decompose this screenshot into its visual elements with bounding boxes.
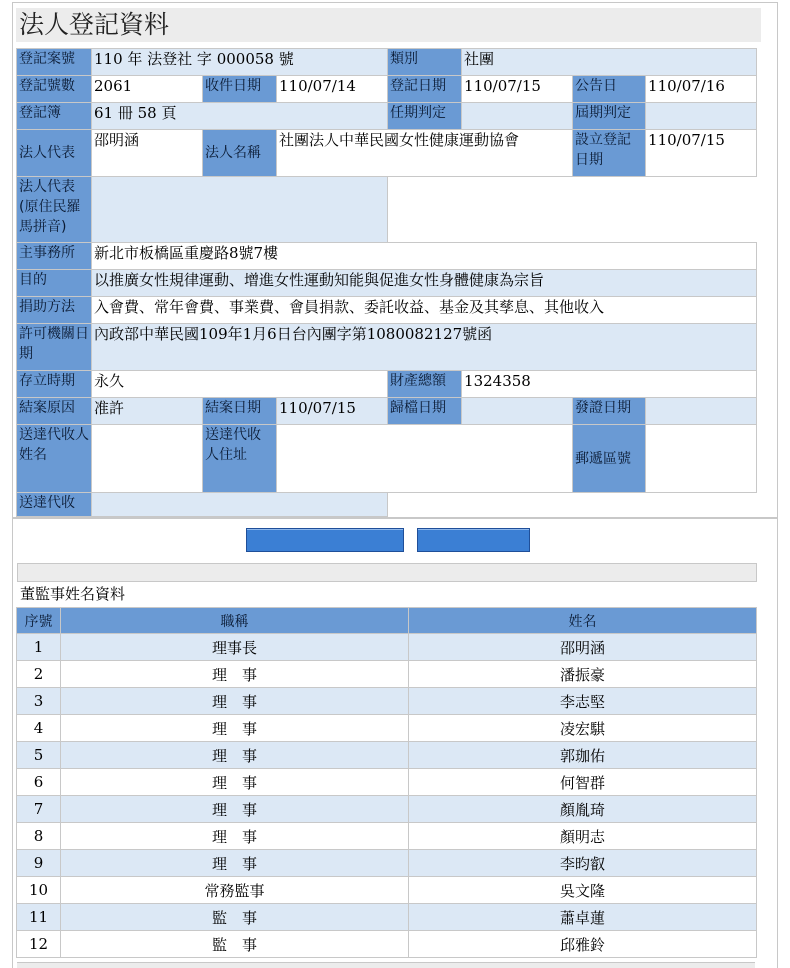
name-value: 社團法人中華民國女性健康運動協會 <box>277 130 573 177</box>
term-label: 任期判定 <box>388 103 462 130</box>
expire-value <box>646 103 757 130</box>
board-cell-name: 顏胤琦 <box>409 796 757 823</box>
page-title: 法人登記資料 <box>16 8 761 42</box>
agent-value <box>92 493 388 517</box>
close-date-value: 110/07/15 <box>277 398 388 425</box>
agent-addr-label: 送達代收人住址 <box>203 425 277 493</box>
close-reason-label: 結案原因 <box>17 398 92 425</box>
table-row <box>17 904 757 931</box>
setup-value: 110/07/15 <box>646 130 757 177</box>
assets-value: 1324358 <box>462 371 757 398</box>
table-row <box>17 931 757 958</box>
type-label: 類別 <box>388 49 462 76</box>
board-cell-no: 1 <box>17 634 61 661</box>
table-row <box>17 661 757 688</box>
table-row <box>17 850 757 877</box>
board-cell-name: 邵明涵 <box>409 634 757 661</box>
table-row <box>17 769 757 796</box>
expire-label: 屆期判定 <box>573 103 646 130</box>
registration-table <box>16 48 757 517</box>
board-cell-name: 邱雅鈴 <box>409 931 757 958</box>
table-row <box>17 796 757 823</box>
rep-label: 法人代表 <box>17 130 92 177</box>
board-cell-no: 5 <box>17 742 61 769</box>
receive-date-label: 收件日期 <box>203 76 277 103</box>
board-cell-no: 12 <box>17 931 61 958</box>
table-row <box>17 715 757 742</box>
board-heading: 董監事姓名資料 <box>20 585 126 603</box>
term-value <box>462 103 573 130</box>
board-cell-name: 李昀叡 <box>409 850 757 877</box>
close-date-label: 結案日期 <box>203 398 277 425</box>
purpose-label: 目的 <box>17 270 92 297</box>
column-header-title: 職稱 <box>61 608 409 634</box>
agent-label: 送達代收 <box>17 493 92 517</box>
issue-value <box>646 398 757 425</box>
rep-value: 邵明涵 <box>92 130 203 177</box>
section-divider-bar <box>17 563 757 582</box>
close-reason-value: 准許 <box>92 398 203 425</box>
reg-count-label: 登記號數 <box>17 76 92 103</box>
board-cell-title: 理 事 <box>61 823 409 850</box>
bottom-bar <box>17 962 755 968</box>
issue-label: 發證日期 <box>573 398 646 425</box>
permit-value: 內政部中華民國109年1月6日台內團字第1080082127號函 <box>92 324 757 371</box>
case-no-value: 110 年 法登社 字 000058 號 <box>92 49 388 76</box>
board-cell-no: 6 <box>17 769 61 796</box>
rep-roman-value <box>92 177 388 243</box>
board-cell-title: 理 事 <box>61 688 409 715</box>
column-header-name: 姓名 <box>409 608 757 634</box>
reg-date-label: 登記日期 <box>388 76 462 103</box>
board-table <box>16 607 757 958</box>
board-cell-title: 監 事 <box>61 904 409 931</box>
type-value: 社團 <box>462 49 757 76</box>
agent-name-label: 送達代收人姓名 <box>17 425 92 493</box>
reg-date-value: 110/07/15 <box>462 76 573 103</box>
board-cell-no: 9 <box>17 850 61 877</box>
board-cell-title: 理事長 <box>61 634 409 661</box>
fund-label: 捐助方法 <box>17 297 92 324</box>
board-cell-name: 顏明志 <box>409 823 757 850</box>
name-label: 法人名稱 <box>203 130 277 177</box>
board-cell-title: 理 事 <box>61 796 409 823</box>
board-cell-title: 監 事 <box>61 931 409 958</box>
primary-button[interactable] <box>246 528 404 552</box>
column-header-no: 序號 <box>17 608 61 634</box>
board-cell-title: 常務監事 <box>61 877 409 904</box>
board-cell-name: 李志堅 <box>409 688 757 715</box>
board-cell-no: 2 <box>17 661 61 688</box>
table-row <box>17 742 757 769</box>
board-cell-no: 7 <box>17 796 61 823</box>
table-row <box>17 877 757 904</box>
book-label: 登記簿 <box>17 103 92 130</box>
board-cell-no: 11 <box>17 904 61 931</box>
permit-label: 許可機關日期 <box>17 324 92 371</box>
period-label: 存立時期 <box>17 371 92 398</box>
board-cell-no: 10 <box>17 877 61 904</box>
board-cell-no: 3 <box>17 688 61 715</box>
setup-label: 設立登記日期 <box>573 130 646 177</box>
archive-value <box>462 398 573 425</box>
board-cell-name: 凌宏騏 <box>409 715 757 742</box>
table-row <box>17 634 757 661</box>
receive-date-value: 110/07/14 <box>277 76 388 103</box>
office-value: 新北市板橋區重慶路8號7樓 <box>92 243 757 270</box>
board-cell-title: 理 事 <box>61 715 409 742</box>
book-value: 61 冊 58 頁 <box>92 103 388 130</box>
purpose-value: 以推廣女性規律運動、增進女性運動知能與促進女性身體健康為宗旨 <box>92 270 757 297</box>
agent-name-value <box>92 425 203 493</box>
board-cell-name: 蕭卓蓮 <box>409 904 757 931</box>
agent-addr-value <box>277 425 573 493</box>
board-cell-title: 理 事 <box>61 661 409 688</box>
period-value: 永久 <box>92 371 388 398</box>
board-cell-title: 理 事 <box>61 742 409 769</box>
board-cell-name: 吳文隆 <box>409 877 757 904</box>
zip-label: 郵遞區號 <box>573 425 646 493</box>
board-cell-title: 理 事 <box>61 850 409 877</box>
fund-value: 入會費、常年會費、事業費、會員捐款、委託收益、基金及其孳息、其他收入 <box>92 297 757 324</box>
zip-value <box>646 425 757 493</box>
archive-label: 歸檔日期 <box>388 398 462 425</box>
board-cell-no: 4 <box>17 715 61 742</box>
board-cell-name: 潘振豪 <box>409 661 757 688</box>
board-cell-name: 郭珈佑 <box>409 742 757 769</box>
board-cell-no: 8 <box>17 823 61 850</box>
reg-count-value: 2061 <box>92 76 203 103</box>
board-cell-name: 何智群 <box>409 769 757 796</box>
rep-roman-label: 法人代表(原住民羅馬拼音) <box>17 177 92 243</box>
announce-label: 公告日 <box>573 76 646 103</box>
table-row <box>17 823 757 850</box>
table-row <box>17 688 757 715</box>
office-label: 主事務所 <box>17 243 92 270</box>
case-no-label: 登記案號 <box>17 49 92 76</box>
secondary-button[interactable] <box>417 528 530 552</box>
assets-label: 財產總額 <box>388 371 462 398</box>
announce-value: 110/07/16 <box>646 76 757 103</box>
board-cell-title: 理 事 <box>61 769 409 796</box>
